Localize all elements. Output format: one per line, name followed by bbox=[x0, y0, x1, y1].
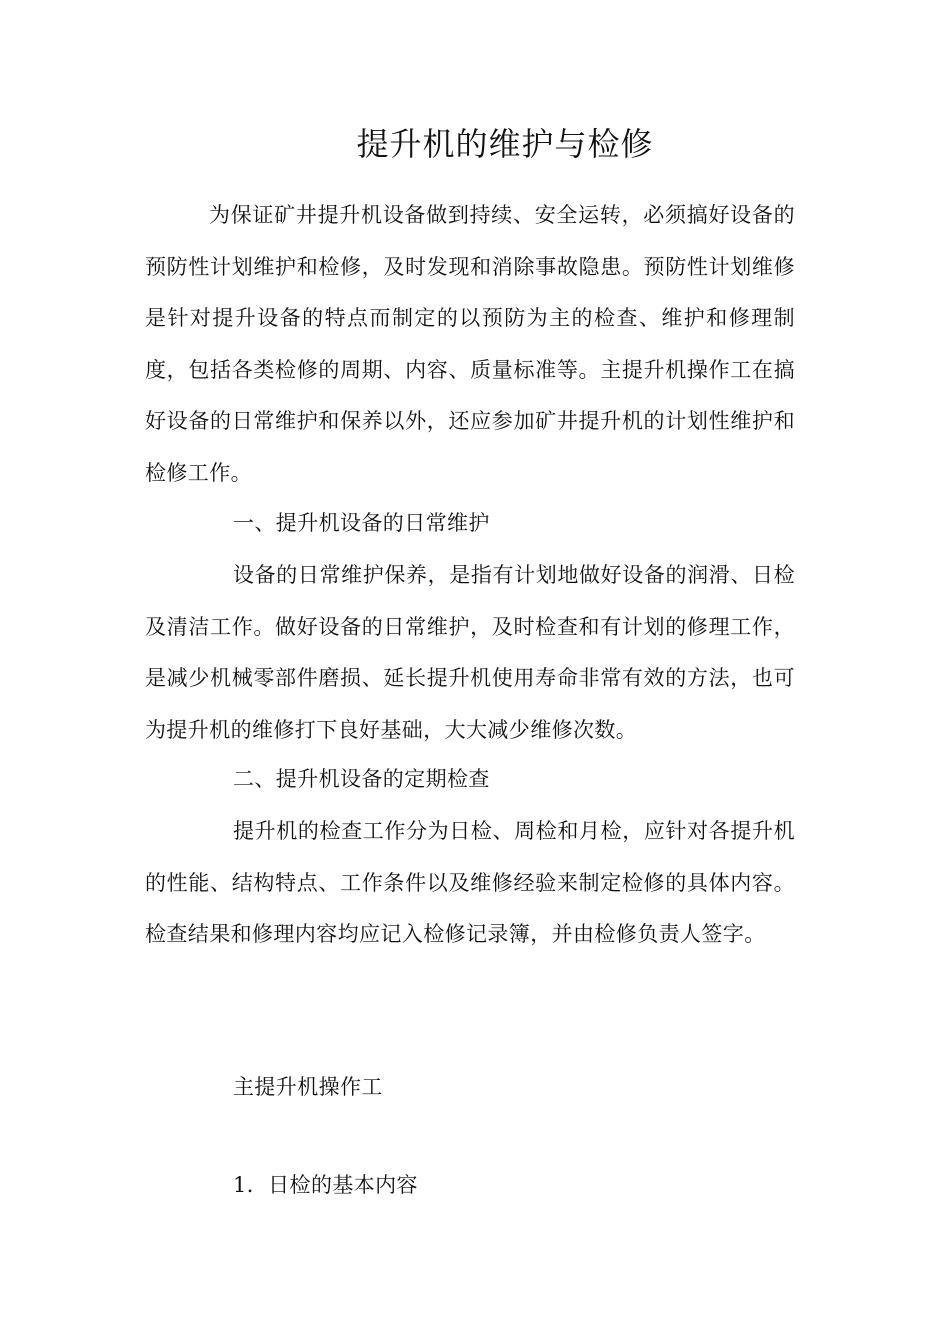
paragraph-periodic-inspection: 提升机的检查工作分为日检、周检和月检，应针对各提升机的性能、结构特点、工作条件以及维修经验来制定检修的具体内容。检查结果和修理内容均应记入检修记录簿，并由检修负责人签字。 bbox=[145, 819, 795, 946]
section-heading-daily-maintenance: 一、提升机设备的日常维护 bbox=[233, 511, 490, 535]
section-heading-periodic-inspection: 二、提升机设备的定期检查 bbox=[233, 767, 490, 791]
paragraph-intro: 为保证矿井提升机设备做到持续、安全运转，必须搞好设备的预防性计划维护和检修，及时发现和消除事故隐患。预防性计划维修是针对提升设备的特点而制定的以预防为主的检查、维护和修理制度，包括各类检修的周期、内容、质量标准等。主提升机操作工在搞好设备的日常维护和保养以外，还应参加矿井提升机的计划性维护和检修工作。 bbox=[145, 203, 795, 485]
document-title: 提升机的维护与检修 bbox=[356, 125, 654, 163]
section-label-operator: 主提升机操作工 bbox=[233, 1075, 383, 1099]
subsection-heading-daily-check: 1．日检的基本内容 bbox=[233, 1173, 418, 1197]
paragraph-daily-maintenance: 设备的日常维护保养，是指有计划地做好设备的润滑、日检及清洁工作。做好设备的日常维护，及时检查和有计划的修理工作，是减少机械零部件磨损、延长提升机使用寿命非常有效的方法，也可为提升机的维修打下良好基础，大大减少维修次数。 bbox=[145, 563, 795, 742]
